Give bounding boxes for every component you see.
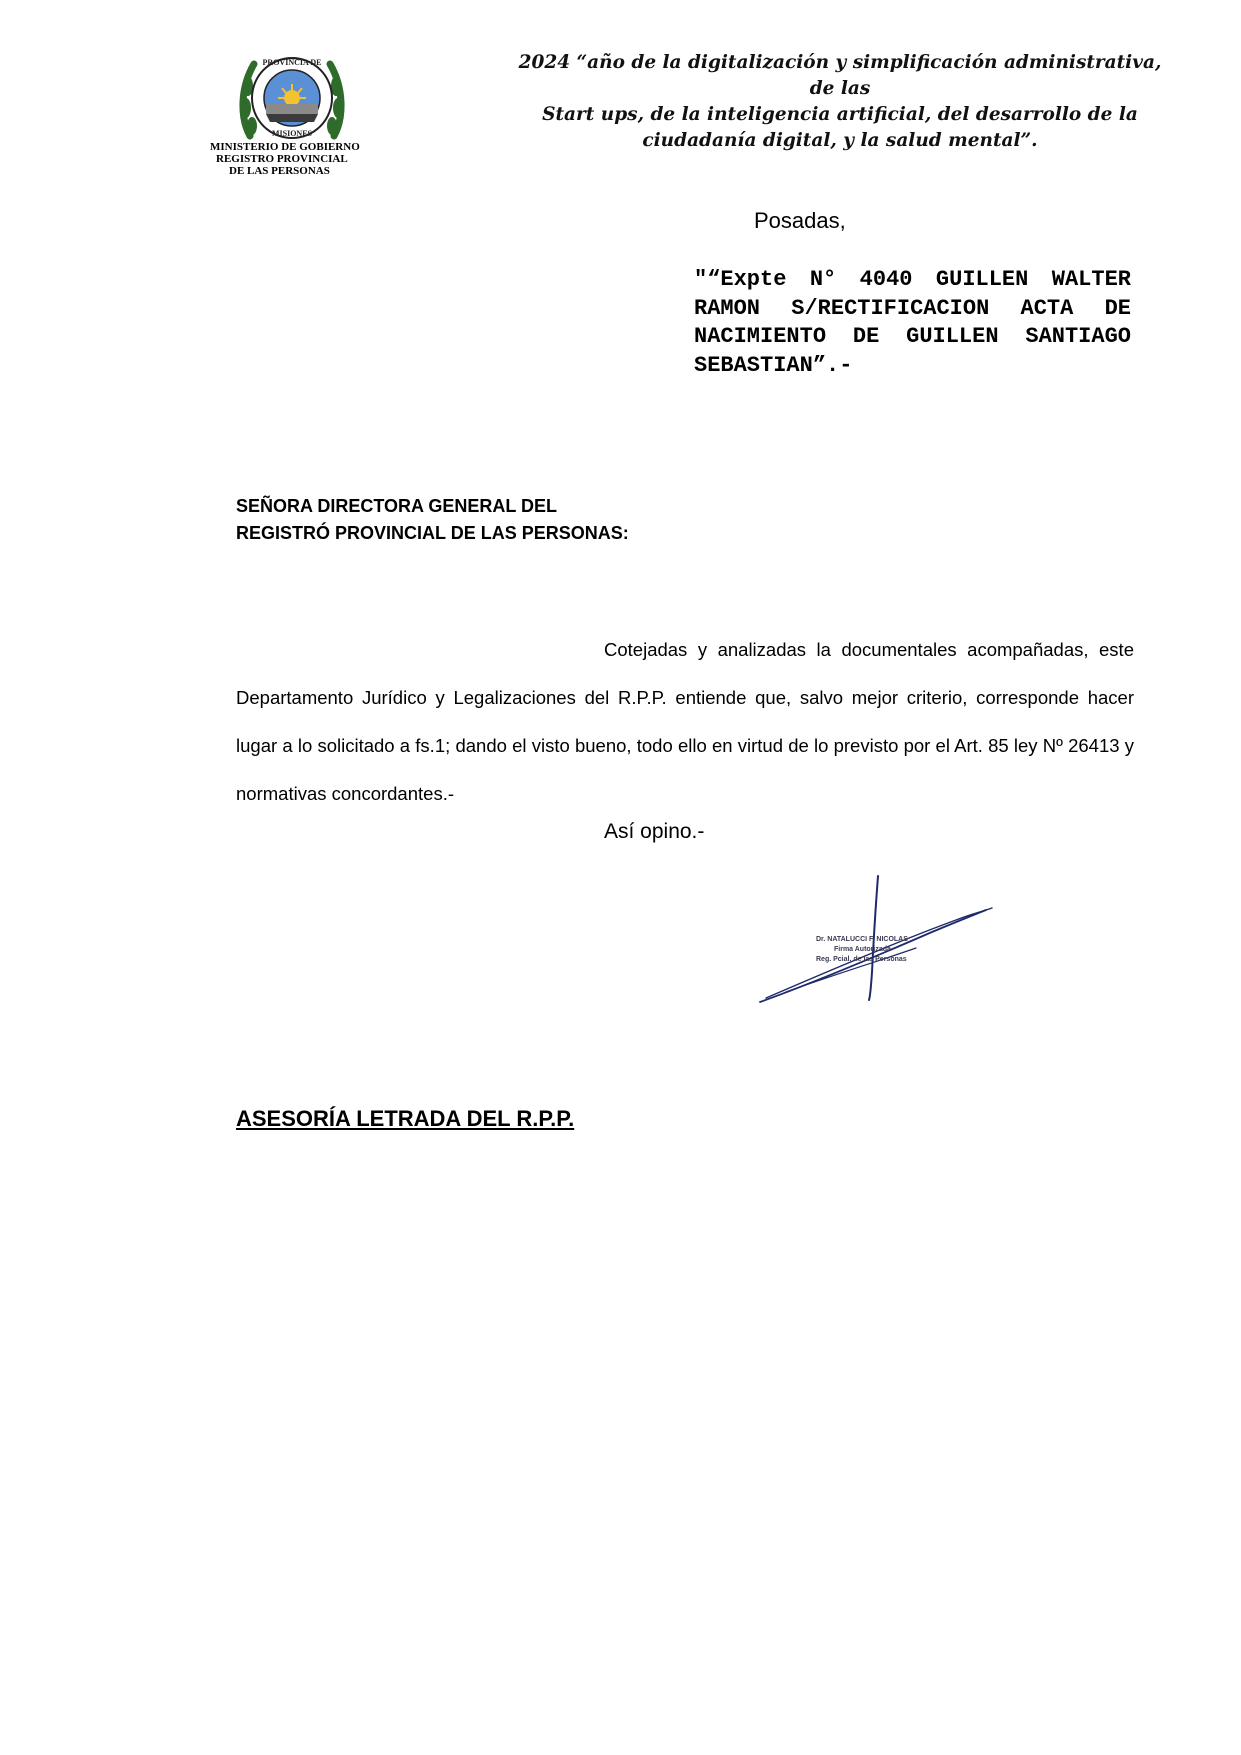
year-motto-line: 2024 “año de la digitalización y simplificación administrativa, de las <box>518 52 1162 99</box>
provincial-seal-logo <box>236 48 348 148</box>
addressee-line: REGISTRÓ PROVINCIAL DE LAS PERSONAS: <box>236 523 629 543</box>
ministry-line: REGISTRO PROVINCIAL <box>216 153 348 165</box>
signature-stamp <box>816 935 908 965</box>
stamp-line: Reg. Pcial. de las Personas <box>816 956 907 963</box>
svg-text:MISIONES: MISIONES <box>271 129 313 138</box>
addressee <box>236 493 629 547</box>
closing-line: Así opino.- <box>604 820 705 843</box>
body-paragraph: Cotejadas y analizadas la documentales acompañadas, este Departamento Jurídico y Legalizaciones del R.P.P. entiende que, salvo mejor criterio, corresponde hacer lugar a lo solicitado a fs.1; dando el visto bueno, todo ello en virtud de lo previsto por el Art. 85 ley Nº 26413 y normativas concordantes.- <box>236 639 1134 804</box>
stamp-line: Firma Autorizada <box>834 946 891 953</box>
place-line: Posadas, <box>754 208 846 233</box>
year-motto-line: ciudadanía digital, y la salud mental”. <box>642 130 1038 151</box>
ministry-letterhead <box>210 141 360 177</box>
addressee-line: SEÑORA DIRECTORA GENERAL DEL <box>236 496 558 516</box>
ministry-line: DE LAS PERSONAS <box>229 165 330 177</box>
year-motto <box>510 50 1170 154</box>
case-reference: "“Expte N° 4040 GUILLEN WALTER RAMON S/RECTIFICACION ACTA DE NACIMIENTO DE GUILLEN SANTIAGO SEBASTIAN”.- <box>694 267 1131 378</box>
ministry-line: MINISTERIO DE GOBIERNO <box>210 141 360 153</box>
svg-text:PROVINCIA DE: PROVINCIA DE <box>262 58 322 67</box>
stamp-line: Dr. NATALUCCI F. NICOLAS <box>816 936 908 943</box>
footer-heading: ASESORÍA LETRADA DEL R.P.P. <box>236 1106 575 1131</box>
year-motto-line: Start ups, de la inteligencia artificial, del desarrollo de la <box>542 104 1138 125</box>
